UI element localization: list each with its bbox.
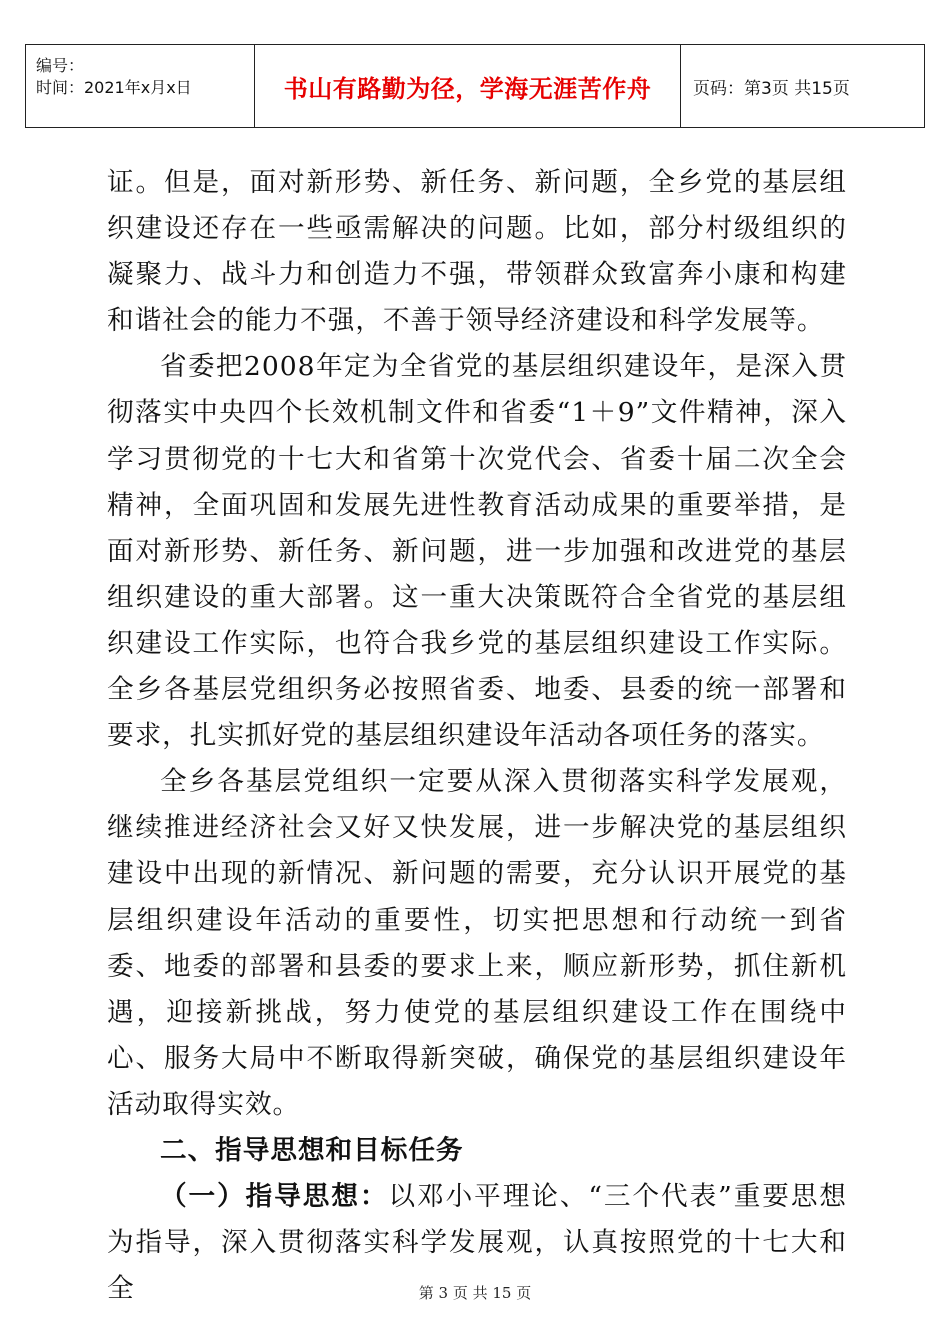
section-heading: 二、指导思想和目标任务 [160, 1134, 464, 1166]
header-meta [26, 45, 255, 127]
paragraph-continuation: 证。但是，面对新形势、新任务、新问题，全乡党的基层组织建设还存在一些亟需解决的问题。比如，部分村级组织的凝聚力、战斗力和创造力不强，带领群众致富奔小康和构建和谐社会的能力不强，不善于领导经济建设和科学发展等。 [107, 167, 847, 337]
page-footer: 第 3 页 共 15 页 [418, 1284, 532, 1302]
paragraph-importance: 全乡各基层党组织一定要从深入贯彻落实科学发展观，继续推进经济社会又好又快发展，进一步解决党的基层组织建设中出现的新情况、新问题的需要，充分认识开展党的基层组织建设年活动的重要性，切实把思想和行动统一到省委、地委的部署和县委的要求上来，顺应新形势，抓住新机遇，迎接新挑战，努力使党的基层组织建设工作在围绕中心、服务大局中不断取得新突破，确保党的基层组织建设年活动取得实效。 [107, 766, 847, 1120]
document-header [25, 44, 925, 128]
header-motto: 书山有路勤为径，学海无涯苦作舟 [255, 45, 681, 127]
document-body [107, 160, 847, 1312]
subsection-label: （一）指导思想： [160, 1181, 389, 1213]
number-label: 编号： [36, 56, 85, 75]
subsection-text: 以邓小平理论、“三个代表”重要思想为指导，深入贯彻落实科学发展观，认真按照党的十七大和全 [107, 1181, 847, 1305]
header-page-info: 页码：第3页 共15页 [693, 78, 850, 99]
paragraph-provincial-decision: 省委把2008年定为全省党的基层组织建设年，是深入贯彻落实中央四个长效机制文件和省委“1＋9”文件精神，深入学习贯彻党的十七大和省第十次党代会、省委十届二次全会精神，全面巩固和发展先进性教育活动成果的重要举措，是面对新形势、新任务、新问题，进一步加强和改进党的基层组织建设的重大部署。这一重大决策既符合全省党的基层组织建设工作实际，也符合我乡党的基层组织建设工作实际。全乡各基层党组织务必按照省委、地委、县委的统一部署和要求，扎实抓好党的基层组织建设年活动各项任务的落实。 [107, 351, 847, 752]
time-label: 时间：2021年x月x日 [36, 78, 192, 97]
